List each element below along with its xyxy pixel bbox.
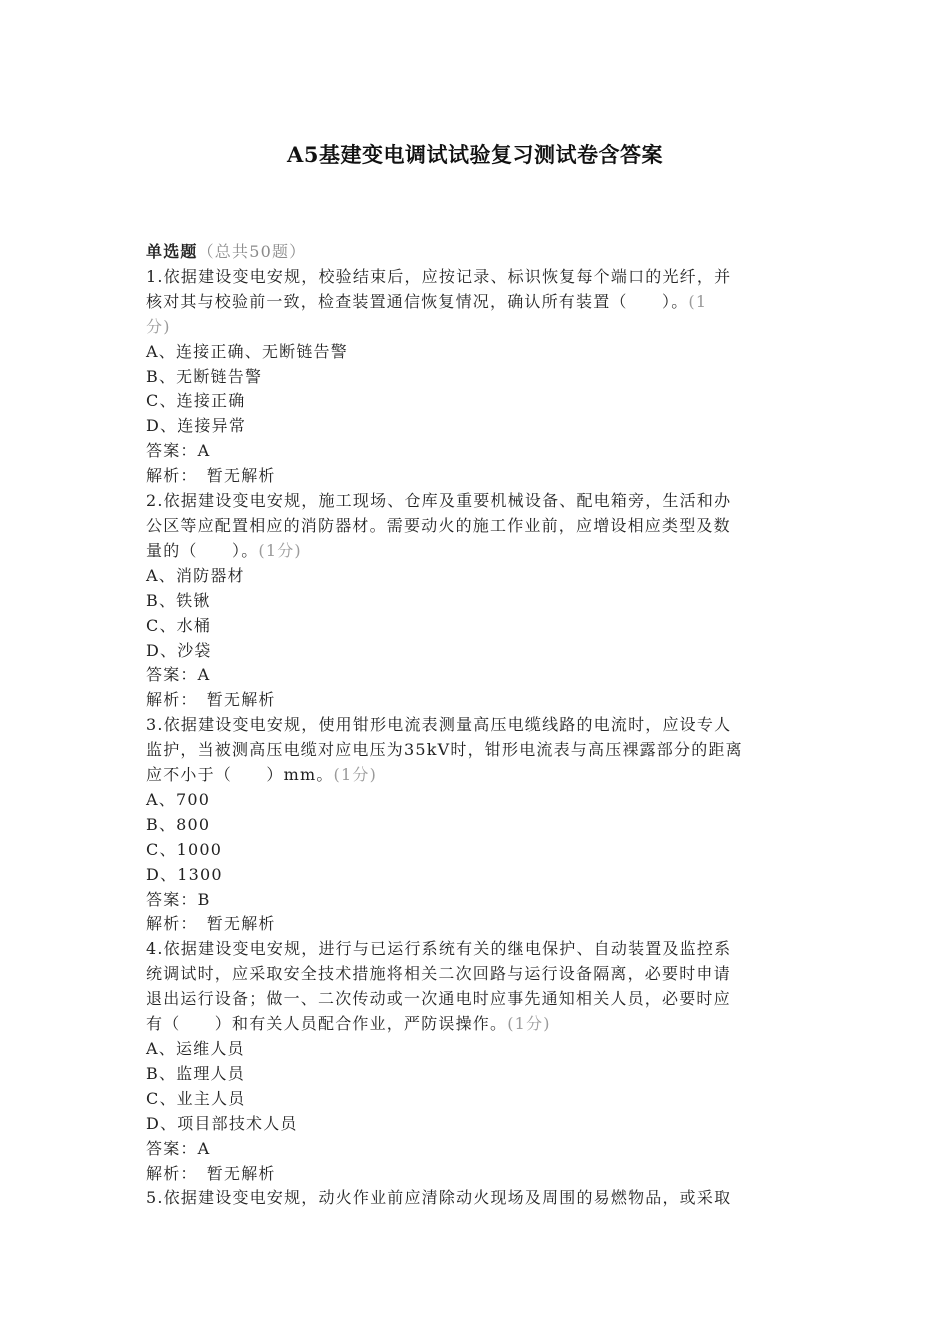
option-a: A、运维人员 (146, 1039, 245, 1058)
question-text-line: 监护，当被测高压电缆对应电压为35kV时，钳形电流表与高压裸露部分的距离 (146, 740, 743, 760)
option-c: C、1000 (146, 839, 223, 859)
question-text: 量的（ ）。 (146, 540, 259, 560)
question-3 (146, 713, 806, 937)
question-text-line: 3.依据建设变电安规，使用钳形电流表测量高压电缆线路的电流时，应设专人 (146, 715, 732, 735)
question-score: (1 (688, 291, 708, 311)
question-text-line (146, 763, 806, 788)
question-text-line: 公区等应配置相应的消防器材。需要动火的施工作业前，应增设相应类型及数 (146, 515, 731, 535)
document-title: A5基建变电调试试验复习测试卷含答案 (287, 142, 663, 167)
option-a: A、700 (146, 789, 211, 809)
question-text-line (146, 1012, 806, 1037)
question-text-line (146, 290, 806, 315)
option-a: A、消防器材 (146, 565, 245, 585)
option-d: D、1300 (146, 864, 223, 884)
question-score: (1分) (507, 1014, 551, 1034)
answer: 答案：A (146, 441, 211, 461)
option-d: D、沙袋 (146, 640, 212, 660)
analysis: 解析： 暂无解析 (146, 1163, 276, 1183)
question-text-line: 1.依据建设变电安规，校验结束后，应按记录、标识恢复每个端口的光纤，并 (146, 266, 732, 286)
question-2 (146, 489, 806, 713)
question-score-cont: 分) (146, 316, 171, 336)
question-text-line: 2.依据建设变电安规，施工现场、仓库及重要机械设备、配电箱旁，生活和办 (146, 491, 732, 511)
question-text-line: 5.依据建设变电安规，动火作业前应清除动火现场及周围的易燃物品，或采取 (146, 1188, 732, 1208)
option-b: B、800 (146, 814, 211, 834)
question-text: 应不小于（ ）mm。 (146, 765, 334, 785)
question-text-line: 4.依据建设变电安规，进行与已运行系统有关的继电保护、自动装置及监控系 (146, 939, 732, 959)
option-d: D、连接异常 (146, 416, 247, 436)
option-c: C、水桶 (146, 615, 212, 635)
question-1 (146, 265, 806, 489)
answer: 答案：B (146, 889, 211, 909)
option-d: D、项目部技术人员 (146, 1113, 298, 1133)
analysis: 解析： 暂无解析 (146, 914, 276, 934)
section-meta: （总共50题） (197, 242, 307, 261)
option-c: C、连接正确 (146, 391, 246, 411)
question-4 (146, 937, 806, 1186)
option-b: B、铁锹 (146, 590, 211, 610)
question-text: 有（ ）和有关人员配合作业，严防误操作。 (146, 1014, 508, 1034)
question-score: (1分) (333, 765, 378, 785)
option-c: C、业主人员 (146, 1088, 246, 1108)
answer: 答案：A (146, 1138, 211, 1158)
analysis: 解析： 暂无解析 (146, 466, 276, 486)
option-a: A、连接正确、无断链告警 (146, 341, 348, 361)
option-b: B、无断链告警 (146, 366, 263, 386)
answer: 答案：A (146, 665, 211, 685)
question-text-line: 退出运行设备；做一、二次传动或一次通电时应事先通知相关人员，必要时应 (146, 989, 731, 1009)
analysis: 解析： 暂无解析 (146, 690, 276, 710)
option-b: B、监理人员 (146, 1063, 245, 1083)
question-text-line (146, 539, 806, 564)
section-heading (146, 240, 806, 265)
question-list (146, 240, 806, 1211)
question-text-line: 统调试时，应采取安全技术措施将相关二次回路与运行设备隔离，必要时申请 (146, 964, 731, 984)
question-5 (146, 1186, 806, 1211)
question-score: (1分) (258, 540, 302, 560)
question-text: 核对其与校验前一致，检查装置通信恢复情况，确认所有装置（ ）。 (146, 291, 689, 311)
section-label: 单选题 (146, 242, 198, 261)
